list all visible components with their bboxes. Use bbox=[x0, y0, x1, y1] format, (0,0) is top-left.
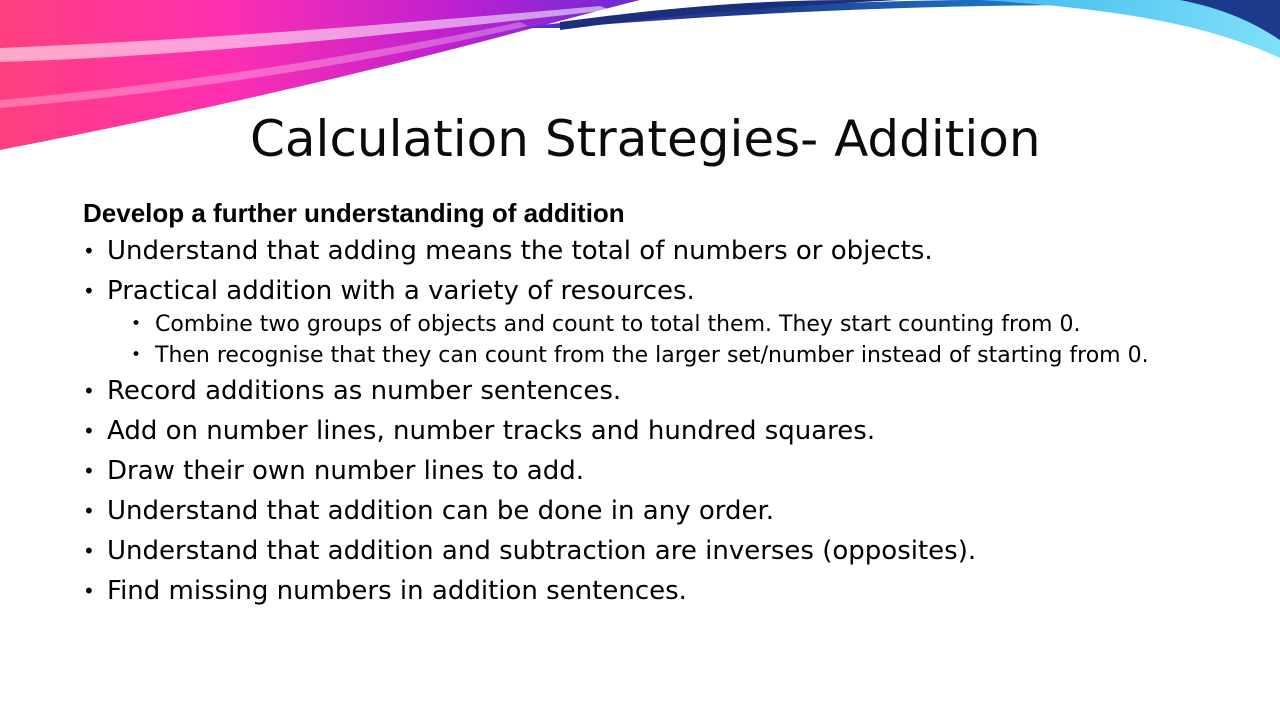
sub-bullet-text: • Combine two groups of objects and count to total them. They start counting from 0. bbox=[155, 312, 1081, 337]
bullet-item-with-subitems bbox=[83, 274, 1203, 368]
subheading: Develop a further understanding of addition bbox=[83, 198, 625, 228]
sub-bullet-text: • Then recognise that they can count from the larger set/number instead of starting from 0. bbox=[155, 343, 1149, 368]
bullet-item: • Add on number lines, number tracks and hundred squares. bbox=[83, 414, 1203, 448]
sub-bullet-item bbox=[107, 343, 1203, 368]
sub-bullet-list bbox=[107, 312, 1203, 368]
slide-title: Calculation Strategies- Addition bbox=[250, 110, 1041, 168]
bullet-list bbox=[83, 234, 1203, 608]
bullet-item: • Understand that addition can be done in any order. bbox=[83, 494, 1203, 528]
bullet-item: • Record additions as number sentences. bbox=[83, 374, 1203, 408]
bullet-item: • Understand that addition and subtraction are inverses (opposites). bbox=[83, 534, 1203, 568]
bullet-item: • Understand that adding means the total of numbers or objects. bbox=[83, 234, 1203, 268]
bullet-item: • Draw their own number lines to add. bbox=[83, 454, 1203, 488]
bullet-item-text: Practical addition with a variety of resources. bbox=[107, 276, 695, 306]
bullet-item: • Find missing numbers in addition sentences. bbox=[83, 574, 1203, 608]
slide-body bbox=[83, 197, 1203, 614]
sub-bullet-item bbox=[107, 312, 1203, 337]
